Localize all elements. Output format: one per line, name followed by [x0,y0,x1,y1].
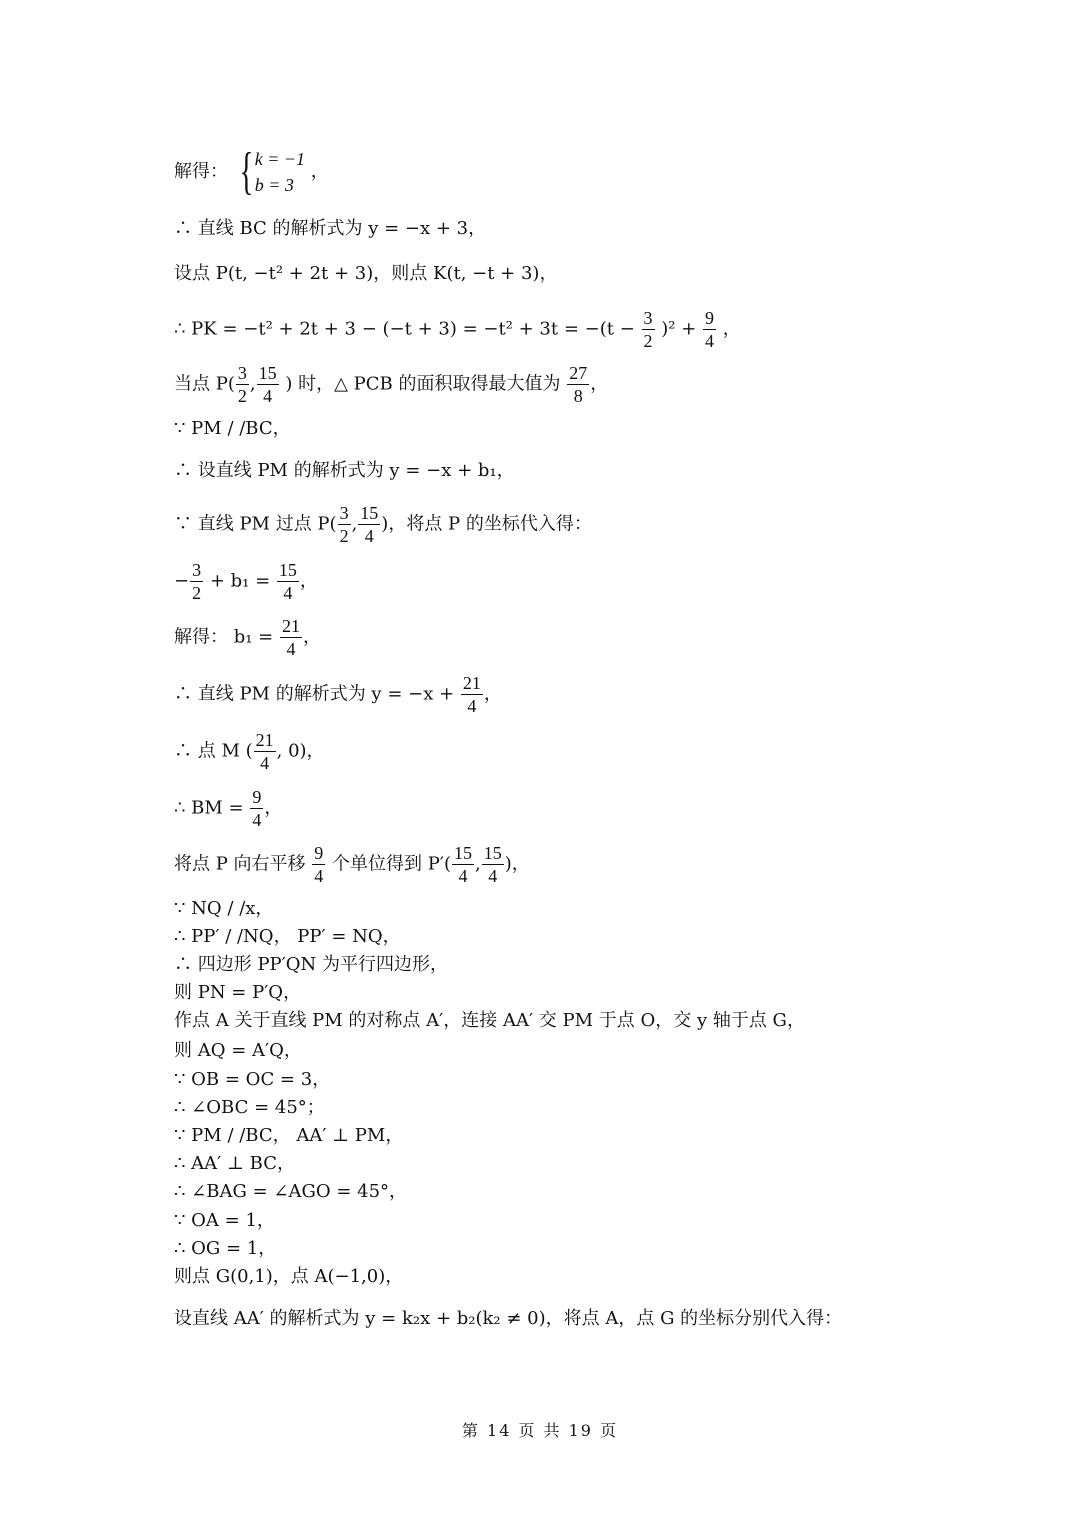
math-line [174,616,321,659]
segment: ∴ PK = −t² + 2t + 3 − (−t + 3) = −t² + 3t = −(t − [174,318,635,340]
line-suffix: ， [310,161,329,182]
equation-system [234,143,305,200]
segment: 解得： b₁ = [174,626,274,648]
segment: ， [303,626,321,648]
math-line [174,787,282,830]
fraction: $\frac{27}{8}$ [569,363,588,406]
system-row-2: b = 3 [254,175,294,195]
text-line: 则 PN = P′Q， [174,982,302,1003]
text-line: ∵ OB = OC = 3， [174,1069,331,1090]
segment: ， [722,318,741,340]
segment: , [474,853,481,875]
text-line: 则点 G(0,1)，点 A(−1,0)， [174,1266,404,1287]
math-line [174,560,318,603]
segment: ∴ BM = [174,797,244,819]
fraction: $\frac{3}{2}$ [339,503,349,546]
text-line: ∴ 直线 BC 的解析式为 y = −x + 3， [174,218,487,239]
solution-system-line [174,143,329,200]
fraction: $\frac{3}{2}$ [237,363,247,406]
fraction: $\frac{15}{4}$ [360,503,379,546]
text-line: ∵ PM / /BC， [174,418,291,439]
text-line: ∵ OA = 1， [174,1210,275,1231]
fraction: $\frac{15}{4}$ [453,843,472,886]
fraction: $\frac{15}{4}$ [278,560,297,603]
text-line: 则 AQ = A′Q， [174,1040,302,1061]
segment: ， [299,570,318,592]
segment: 个单位得到 P′( [332,853,451,875]
text-line: ∴ 设直线 PM 的解析式为 y = −x + b₁， [174,460,515,481]
fraction: $\frac{21}{4}$ [282,616,300,659]
segment: , [351,513,358,535]
math-line [174,503,592,546]
math-line [174,673,502,716]
segment: ∴ 点 M ( [174,740,253,762]
segment: 将点 P 向右平移 [174,853,306,875]
page-footer: 第 14 页 共 19 页 [461,1421,619,1440]
text-line: ∴ 四边形 PP′QN 为平行四边形， [174,954,448,975]
math-line [174,363,608,406]
segment: ∵ 直线 PM 过点 P( [174,513,337,535]
segment: )² + [661,318,697,340]
math-line [174,308,741,351]
system-row-1: k = −1 [254,149,305,169]
text-line: 设直线 AA′ 的解析式为 y = k₂x + b₂(k₂ ≠ 0)，将点 A，点 G 的坐标分别代入得： [174,1308,843,1329]
fraction: $\frac{9}{4}$ [705,308,715,351]
text-line: ∵ NQ / /x， [174,898,274,919]
text-line: ∴ PP′ / /NQ， PP′ = NQ， [174,926,401,947]
segment: )， [504,853,530,875]
brace-icon: { [239,143,254,200]
segment: ∴ 直线 PM 的解析式为 y = −x + [174,683,455,705]
segment: + b₁ = [209,570,271,592]
segment: , 0)， [276,740,325,762]
fraction: $\frac{9}{4}$ [252,787,262,830]
segment: ， [590,373,609,395]
fraction: $\frac{21}{4}$ [462,673,481,716]
line-prefix: 解得： [174,161,228,182]
fraction: $\frac{21}{4}$ [255,730,274,773]
text-line: ∴ AA′ ⊥ BC， [174,1153,295,1174]
segment: , [249,373,256,395]
segment: ， [264,797,283,819]
fraction: $\frac{15}{4}$ [258,363,277,406]
fraction: $\frac{3}{2}$ [643,308,653,351]
fraction: $\frac{15}{4}$ [483,843,502,886]
fraction: $\frac{3}{2}$ [192,560,202,603]
fraction: $\frac{9}{4}$ [314,843,324,886]
math-line [174,843,530,886]
segment: ， [483,683,502,705]
segment: ) 时，△ PCB 的面积取得最大值为 [285,373,561,395]
segment: 当点 P( [174,373,235,395]
text-line: ∵ PM / /BC， AA′ ⊥ PM， [174,1125,404,1146]
segment: − [174,570,190,592]
text-line: 设点 P(t, −t² + 2t + 3)，则点 K(t, −t + 3)， [174,263,558,284]
segment: )，将点 P 的坐标代入得： [381,513,592,535]
math-line [174,730,325,773]
text-line: 作点 A 关于直线 PM 的对称点 A′，连接 AA′ 交 PM 于点 O，交 y 轴于点 G， [174,1010,805,1031]
text-line: ∴ ∠BAG = ∠AGO = 45°， [174,1181,408,1202]
text-line: ∴ ∠OBC = 45°； [174,1097,325,1118]
text-line: ∴ OG = 1， [174,1238,277,1259]
